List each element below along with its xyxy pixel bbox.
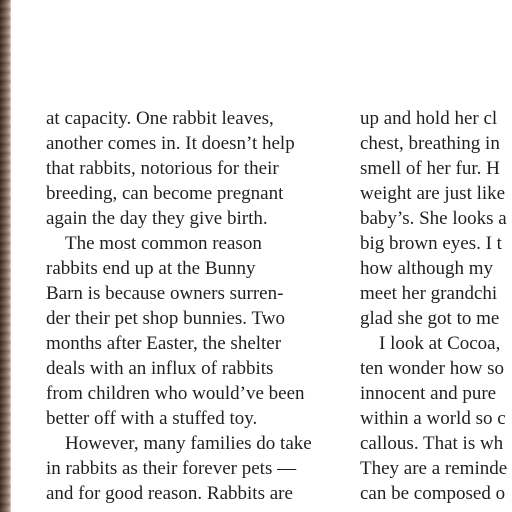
text-line: months after Easter, the shelter	[46, 333, 282, 354]
text-line: another comes in. It doesn’t help	[46, 133, 295, 154]
text-line: callous. That is wh	[360, 433, 504, 454]
text-line: again the day they give birth.	[46, 208, 268, 229]
paragraph-start-line: The most common reason	[65, 233, 262, 254]
text-line: breeding, can become pregnant	[46, 183, 284, 204]
text-line: baby’s. She looks a	[360, 208, 507, 229]
text-line: from children who would’ve been	[46, 383, 305, 404]
text-line: rabbits end up at the Bunny	[46, 258, 256, 279]
text-line: They are a reminde	[360, 458, 508, 479]
left-text-column	[46, 106, 336, 506]
text-line: glad she got to me	[360, 308, 500, 329]
text-line: better off with a stuffed toy.	[46, 408, 258, 429]
text-line: weight are just like	[360, 183, 506, 204]
text-line: and for good reason. Rabbits are	[46, 483, 293, 504]
text-line: at capacity. One rabbit leaves,	[46, 108, 274, 129]
text-line: big brown eyes. I t	[360, 233, 502, 254]
text-line: in rabbits as their forever pets —	[46, 458, 297, 479]
text-line: der their pet shop bunnies. Two	[46, 308, 285, 329]
edge-photo	[0, 0, 11, 512]
text-line: that rabbits, notorious for their	[46, 158, 279, 179]
paragraph-start-line: However, many families do take	[65, 433, 312, 454]
text-line: how although my	[360, 258, 493, 279]
text-line: innocent and pure	[360, 383, 497, 404]
text-line: up and hold her cl	[360, 108, 498, 129]
right-text-column	[360, 106, 512, 506]
text-line: ten wonder how so	[360, 358, 505, 379]
text-line: within a world so c	[360, 408, 506, 429]
text-line: deals with an influx of rabbits	[46, 358, 274, 379]
text-line: Barn is because owners surren-	[46, 283, 284, 304]
text-line: chest, breathing in	[360, 133, 500, 154]
paragraph-start-line: I look at Cocoa,	[379, 333, 501, 354]
text-line: can be composed o	[360, 483, 506, 504]
text-line: smell of her fur. H	[360, 158, 500, 179]
text-line: meet her grandchi	[360, 283, 498, 304]
